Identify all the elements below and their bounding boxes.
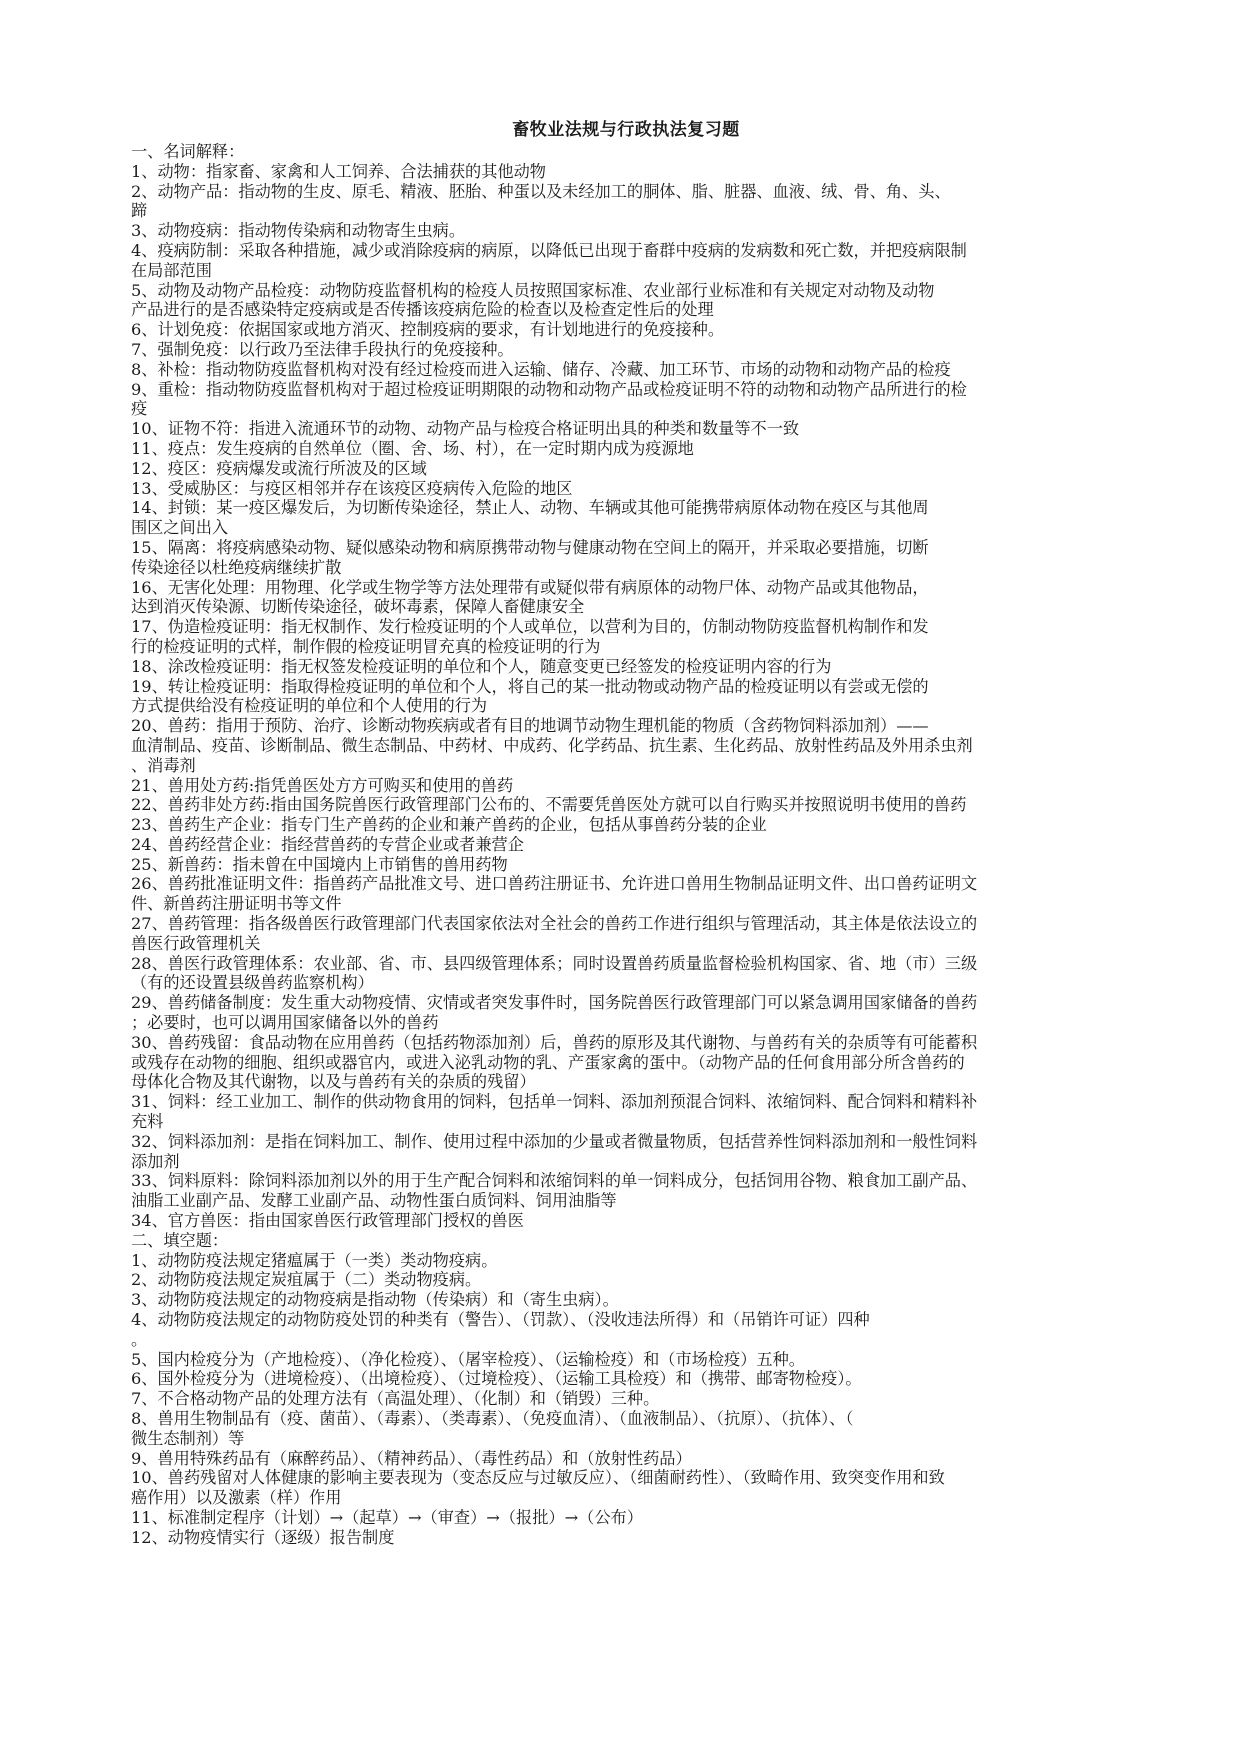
text-line: 件、新兽药注册证明书等文件 <box>131 894 342 914</box>
text-line: 蹄 <box>131 201 148 221</box>
text-line: 二、填空题： <box>131 1230 229 1250</box>
text-line: 或残存在动物的细胞、组织或器官内，或进入泌乳动物的乳、产蛋家禽的蛋中。（动物产品的任何食用部分所含兽药的 <box>131 1052 965 1072</box>
text-line: 油脂工业副产品、发酵工业副产品、动物性蛋白质饲料、饲用油脂等 <box>131 1191 617 1211</box>
text-line: 16、无害化处理：用物理、化学或生物学等方法处理带有或疑似带有病原体的动物尸体、动物产品或其他物品， <box>131 577 929 597</box>
text-line: 22、兽药非处方药:指由国务院兽医行政管理部门公布的、不需要凭兽医处方就可以自行购买并按照说明书使用的兽药 <box>131 795 967 815</box>
text-line: 28、兽医行政管理体系：农业部、省、市、县四级管理体系；同时设置兽药质量监督检验机构国家、省、地（市）三级 <box>131 953 978 973</box>
text-line: 方式提供给没有检疫证明的单位和个人使用的行为 <box>131 696 488 716</box>
text-line: 34、官方兽医：指由国家兽医行政管理部门授权的兽医 <box>131 1211 524 1231</box>
text-line: 血清制品、疫苗、诊断制品、微生态制品、中药材、中成药、化学药品、抗生素、生化药品、放射性药品及外用杀虫剂 <box>131 735 973 755</box>
text-line: 30、兽药残留：食品动物在应用兽药（包括药物添加剂）后，兽药的原形及其代谢物、与兽药有关的杂质等有可能蓄积 <box>131 1032 978 1052</box>
text-line: 27、兽药管理：指各级兽医行政管理部门代表国家依法对全社会的兽药工作进行组织与管理活动，其主体是依法设立的 <box>131 914 978 934</box>
text-line: 5、国内检疫分为（产地检疫）、（净化检疫）、（屠宰检疫）、（运输检疫）和（市场检疫）五种。 <box>131 1349 805 1369</box>
text-line: 围区之间出入 <box>131 518 229 538</box>
text-line: 6、计划免疫：依据国家或地方消灭、控制疫病的要求，有计划地进行的免疫接种。 <box>131 320 725 340</box>
text-line: 12、动物疫情实行（逐级）报告制度 <box>131 1527 395 1547</box>
text-line: 4、动物防疫法规定的动物防疫处罚的种类有（警告）、（罚款）、（没收违法所得）和（吊销许可证）四种 <box>131 1310 870 1330</box>
text-line: 17、伪造检疫证明：指无权制作、发行检疫证明的个人或单位，以营利为目的，仿制动物防疫监督机构制作和发 <box>131 617 929 637</box>
text-line: 在局部范围 <box>131 260 212 280</box>
text-line: 18、涂改检疫证明：指无权签发检疫证明的单位和个人，随意变更已经签发的检疫证明内容的行为 <box>131 656 832 676</box>
document-body <box>131 142 1121 1548</box>
document-title: 畜牧业法规与行政执法复习题 <box>512 120 740 140</box>
text-line: 20、兽药：指用于预防、治疗、诊断动物疾病或者有目的地调节动物生理机能的物质（含药物饲料添加剂）—— <box>131 716 929 736</box>
text-line: 7、不合格动物产品的处理方法有（高温处理）、（化制）和（销毁）三种。 <box>131 1389 660 1409</box>
text-line: 9、兽用特殊药品有（麻醉药品）、（精神药品）、（毒性药品）和（放射性药品） <box>131 1448 692 1468</box>
text-line: 2、动物产品：指动物的生皮、原毛、精液、胚胎、种蛋以及未经加工的胴体、脂、脏器、血液、绒、骨、角、头、 <box>131 181 951 201</box>
text-line: 充料 <box>131 1112 164 1132</box>
text-line: 11、标准制定程序（计划）→（起草）→（审查）→（报批）→（公布） <box>131 1507 643 1527</box>
text-line: 一、名词解释： <box>131 142 245 161</box>
text-line: 4、疫病防制：采取各种措施，减少或消除疫病的病原，以降低已出现于畜群中疫病的发病数和死亡数，并把疫病限制 <box>131 240 967 260</box>
text-line: 产品进行的是否感染特定疫病或是否传播该疫病危险的检查以及检查定性后的处理 <box>131 300 714 320</box>
text-line: 23、兽药生产企业：指专门生产兽药的企业和兼产兽药的企业，包括从事兽药分装的企业 <box>131 815 767 835</box>
document-page <box>131 118 1121 1548</box>
text-line: 13、受威胁区：与疫区相邻并存在该疫区疫病传入危险的地区 <box>131 478 573 498</box>
text-line: 7、强制免疫：以行政乃至法律手段执行的免疫接种。 <box>131 339 514 359</box>
text-line: 8、兽用生物制品有（疫、菌苗）、（毒素）、（类毒素）、（免疫血清）、（血液制品）、（抗原）、（抗体）、（ <box>131 1409 854 1428</box>
text-line: 29、兽药储备制度：发生重大动物疫情、灾情或者突发事件时，国务院兽医行政管理部门可以紧急调用国家储备的兽药 <box>131 993 978 1013</box>
text-line: 10、证物不符：指进入流通环节的动物、动物产品与检疫合格证明出具的种类和数量等不一致 <box>131 419 800 439</box>
text-line: 9、重检：指动物防疫监督机构对于超过检疫证明期限的动物和动物产品或检疫证明不符的动物和动物产品所进行的检 <box>131 379 967 399</box>
text-line: 6、国外检疫分为（进境检疫）、（出境检疫）、（过境检疫）、（运输工具检疫）和（携带、邮寄物检疫）。 <box>131 1369 862 1389</box>
text-line: 15、隔离：将疫病感染动物、疑似感染动物和病原携带动物与健康动物在空间上的隔开，并采取必要措施，切断 <box>131 537 929 557</box>
text-line: 。 <box>131 1329 148 1349</box>
text-line: 微生态制剂）等 <box>131 1428 245 1448</box>
text-line: 5、动物及动物产品检疫：动物防疫监督机构的检疫人员按照国家标准、农业部行业标准和有关规定对动物及动物 <box>131 280 935 300</box>
text-line: 传染途径以杜绝疫病继续扩散 <box>131 557 342 577</box>
text-line: 14、封锁：某一疫区爆发后，为切断传染途径，禁止人、动物、车辆或其他可能携带病原体动物在疫区与其他周 <box>131 498 929 518</box>
text-line: （有的还设置县级兽药监察机构） <box>131 973 374 993</box>
text-line: 1、动物防疫法规定猪瘟属于（一类）类动物疫病。 <box>131 1250 498 1270</box>
text-line: 达到消灭传染源、切断传染途径，破坏毒素，保障人畜健康安全 <box>131 597 585 617</box>
text-line: 兽医行政管理机关 <box>131 933 261 953</box>
text-line: 33、饲料原料：除饲料添加剂以外的用于生产配合饲料和浓缩饲料的单一饲料成分，包括饲用谷物、粮食加工副产品、 <box>131 1171 978 1191</box>
text-line: 行的检疫证明的式样，制作假的检疫证明冒充真的检疫证明的行为 <box>131 636 601 656</box>
text-line: ；必要时，也可以调用国家储备以外的兽药 <box>131 1013 439 1033</box>
text-line: 、消毒剂 <box>131 755 196 775</box>
text-line: 10、兽药残留对人体健康的影响主要表现为（变态反应与过敏反应）、（细菌耐药性）、（致畸作用、致突变作用和致 <box>131 1468 945 1488</box>
text-line: 31、饲料：经工业加工、制作的供动物食用的饲料，包括单一饲料、添加剂预混合饲料、浓缩饲料、配合饲料和精料补 <box>131 1092 978 1112</box>
text-line: 32、饲料添加剂：是指在饲料加工、制作、使用过程中添加的少量或者微量物质，包括营养性饲料添加剂和一般性饲料 <box>131 1131 978 1151</box>
text-line: 8、补检：指动物防疫监督机构对没有经过检疫而进入运输、储存、冷藏、加工环节、市场的动物和动物产品的检疫 <box>131 359 951 379</box>
text-line: 癌作用）以及激素（样）作用 <box>131 1488 342 1508</box>
text-line: 19、转让检疫证明：指取得检疫证明的单位和个人，将自己的某一批动物或动物产品的检疫证明以有尝或无偿的 <box>131 676 929 696</box>
text-line: 母体化合物及其代谢物，以及与兽药有关的杂质的残留） <box>131 1072 536 1092</box>
text-line: 3、动物防疫法规定的动物疫病是指动物（传染病）和（寄生虫病）。 <box>131 1290 619 1310</box>
text-line: 1、动物：指家畜、家禽和人工饲养、合法捕获的其他动物 <box>131 161 546 181</box>
text-line: 21、兽用处方药:指凭兽医处方方可购买和使用的兽药 <box>131 775 514 795</box>
text-line: 添加剂 <box>131 1151 180 1171</box>
text-line: 24、兽药经营企业：指经营兽药的专营企业或者兼营企 <box>131 834 524 854</box>
text-line: 2、动物防疫法规定炭疽属于（二）类动物疫病。 <box>131 1270 482 1290</box>
text-line: 11、疫点：发生疫病的自然单位（圈、舍、场、村），在一定时期内成为疫源地 <box>131 438 694 458</box>
text-line: 疫 <box>131 399 148 419</box>
text-line: 25、新兽药：指未曾在中国境内上市销售的兽用药物 <box>131 854 508 874</box>
text-line: 26、兽药批准证明文件：指兽药产品批准文号、进口兽药注册证书、允许进口兽用生物制品证明文件、出口兽药证明文 <box>131 874 978 894</box>
text-line: 3、动物疫病：指动物传染病和动物寄生虫病。 <box>131 221 466 241</box>
text-line: 12、疫区：疫病爆发或流行所波及的区域 <box>131 458 427 478</box>
